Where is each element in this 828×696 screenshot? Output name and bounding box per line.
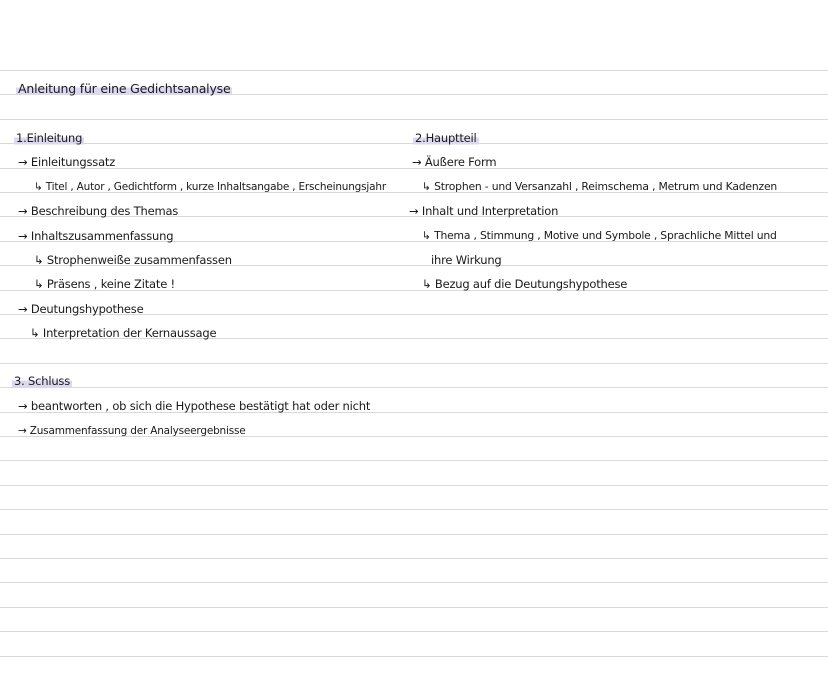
ruled-line — [0, 607, 828, 608]
section-heading — [14, 131, 84, 145]
list-item: ↳ Strophenweiße zusammenfassen — [34, 253, 232, 267]
list-item: → beantworten , ob sich die Hypothese bestätigt hat oder nicht — [18, 399, 371, 413]
ruled-line — [0, 70, 828, 71]
ruled-line — [0, 631, 828, 632]
list-item: → Äußere Form — [412, 155, 497, 169]
list-item: ↳ Präsens , keine Zitate ! — [34, 277, 175, 291]
section-heading — [12, 374, 72, 388]
list-item: ↳ Titel , Autor , Gedichtform , kurze Inhaltsangabe , Erscheinungsjahr — [34, 181, 386, 193]
list-item: → Zusammenfassung der Analyseergebnisse — [18, 425, 246, 437]
list-item: → Inhalt und Interpretation — [409, 204, 559, 218]
list-item: → Beschreibung des Themas — [18, 204, 179, 218]
ruled-line — [0, 582, 828, 583]
list-item: ↳ Strophen - und Versanzahl , Reimschema , Metrum und Kadenzen — [422, 180, 778, 193]
section-heading — [413, 131, 479, 145]
ruled-line — [0, 119, 828, 120]
heading-text: 2.Hauptteil — [415, 131, 477, 145]
ruled-line — [0, 460, 828, 461]
list-item: ↳ Thema , Stimmung , Motive und Symbole , Sprachliche Mittel und — [422, 229, 777, 242]
list-item: → Inhaltszusammenfassung — [18, 229, 174, 243]
title-text: Anleitung für eine Gedichtsanalyse — [18, 81, 231, 96]
ruled-line — [0, 387, 828, 388]
ruled-line — [0, 363, 828, 364]
ruled-line — [0, 656, 828, 657]
heading-text: 3. Schluss — [14, 374, 71, 388]
ruled-line — [0, 558, 828, 559]
list-item: → Einleitungssatz — [18, 155, 116, 169]
ruled-line — [0, 509, 828, 510]
page-title — [16, 82, 232, 96]
list-item: ↳ Bezug auf die Deutungshypothese — [422, 277, 628, 291]
ruled-line — [0, 485, 828, 486]
heading-text: 1.Einleitung — [16, 131, 83, 145]
list-item: ↳ Interpretation der Kernaussage — [30, 326, 217, 340]
list-item: ihre Wirkung — [431, 253, 502, 267]
ruled-line — [0, 534, 828, 535]
list-item: → Deutungshypothese — [18, 302, 144, 316]
